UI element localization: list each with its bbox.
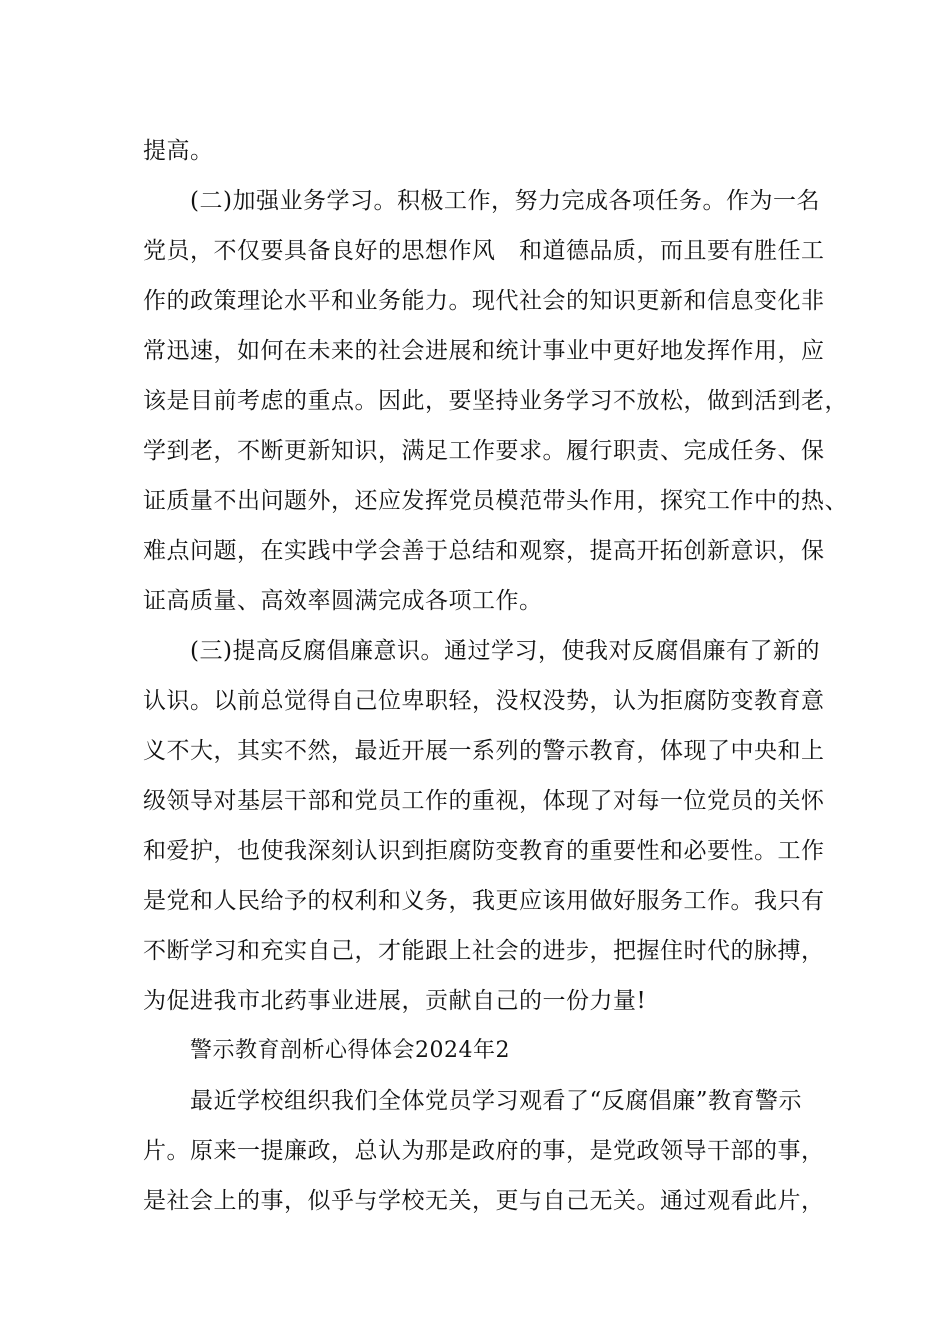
paragraph-line: 常迅速，如何在未来的社会进展和统计事业中更好地发挥作用，应 (143, 338, 825, 364)
paragraph-line: 片。原来一提廉政，总认为那是政府的事，是党政领导干部的事， (143, 1138, 825, 1164)
paragraph-line: 是党和人民给予的权利和义务，我更应该用做好服务工作。我只有 (143, 888, 825, 914)
paragraph-line: 党员，不仅要具备良好的思想作风 和道德品质，而且要有胜任工 (143, 238, 825, 264)
paragraph-line: 该是目前考虑的重点。因此，要坚持业务学习不放松，做到活到老， (143, 388, 848, 414)
section-heading: 警示教育剖析心得体会2024年2 (190, 1038, 510, 1063)
paragraph-line: (二)加强业务学习。积极工作，努力完成各项任务。作为一名 (190, 188, 820, 214)
paragraph-line: 作的政策理论水平和业务能力。现代社会的知识更新和信息变化非 (143, 288, 825, 314)
paragraph-line: 义不大，其实不然，最近开展一系列的警示教育，体现了中央和上 (143, 738, 825, 764)
paragraph-line: 和爱护，也使我深刻认识到拒腐防变教育的重要性和必要性。工作 (143, 838, 825, 864)
paragraph-line: 难点问题，在实践中学会善于总结和观察，提高开拓创新意识，保 (143, 538, 825, 564)
paragraph-line: 学到老，不断更新知识，满足工作要求。履行职责、完成任务、保 (143, 438, 825, 464)
paragraph-line: 为促进我市北药事业进展，贡献自己的一份力量! (143, 988, 647, 1014)
paragraph-line: (三)提高反腐倡廉意识。通过学习，使我对反腐倡廉有了新的 (190, 638, 820, 664)
paragraph-line: 最近学校组织我们全体党员学习观看了“反腐倡廉”教育警示 (190, 1088, 803, 1114)
paragraph-line: 认识。以前总觉得自己位卑职轻，没权没势，认为拒腐防变教育意 (143, 688, 825, 714)
paragraph-line: 不断学习和充实自己，才能跟上社会的进步，把握住时代的脉搏， (143, 938, 825, 964)
paragraph-line: 提高。 (143, 138, 214, 164)
paragraph-line: 是社会上的事，似乎与学校无关，更与自己无关。通过观看此片， (143, 1188, 825, 1214)
paragraph-line: 证高质量、高效率圆满完成各项工作。 (143, 588, 543, 614)
paragraph-line: 证质量不出问题外，还应发挥党员模范带头作用，探究工作中的热、 (143, 488, 848, 514)
paragraph-line: 级领导对基层干部和党员工作的重视，体现了对每一位党员的关怀 (143, 788, 825, 814)
